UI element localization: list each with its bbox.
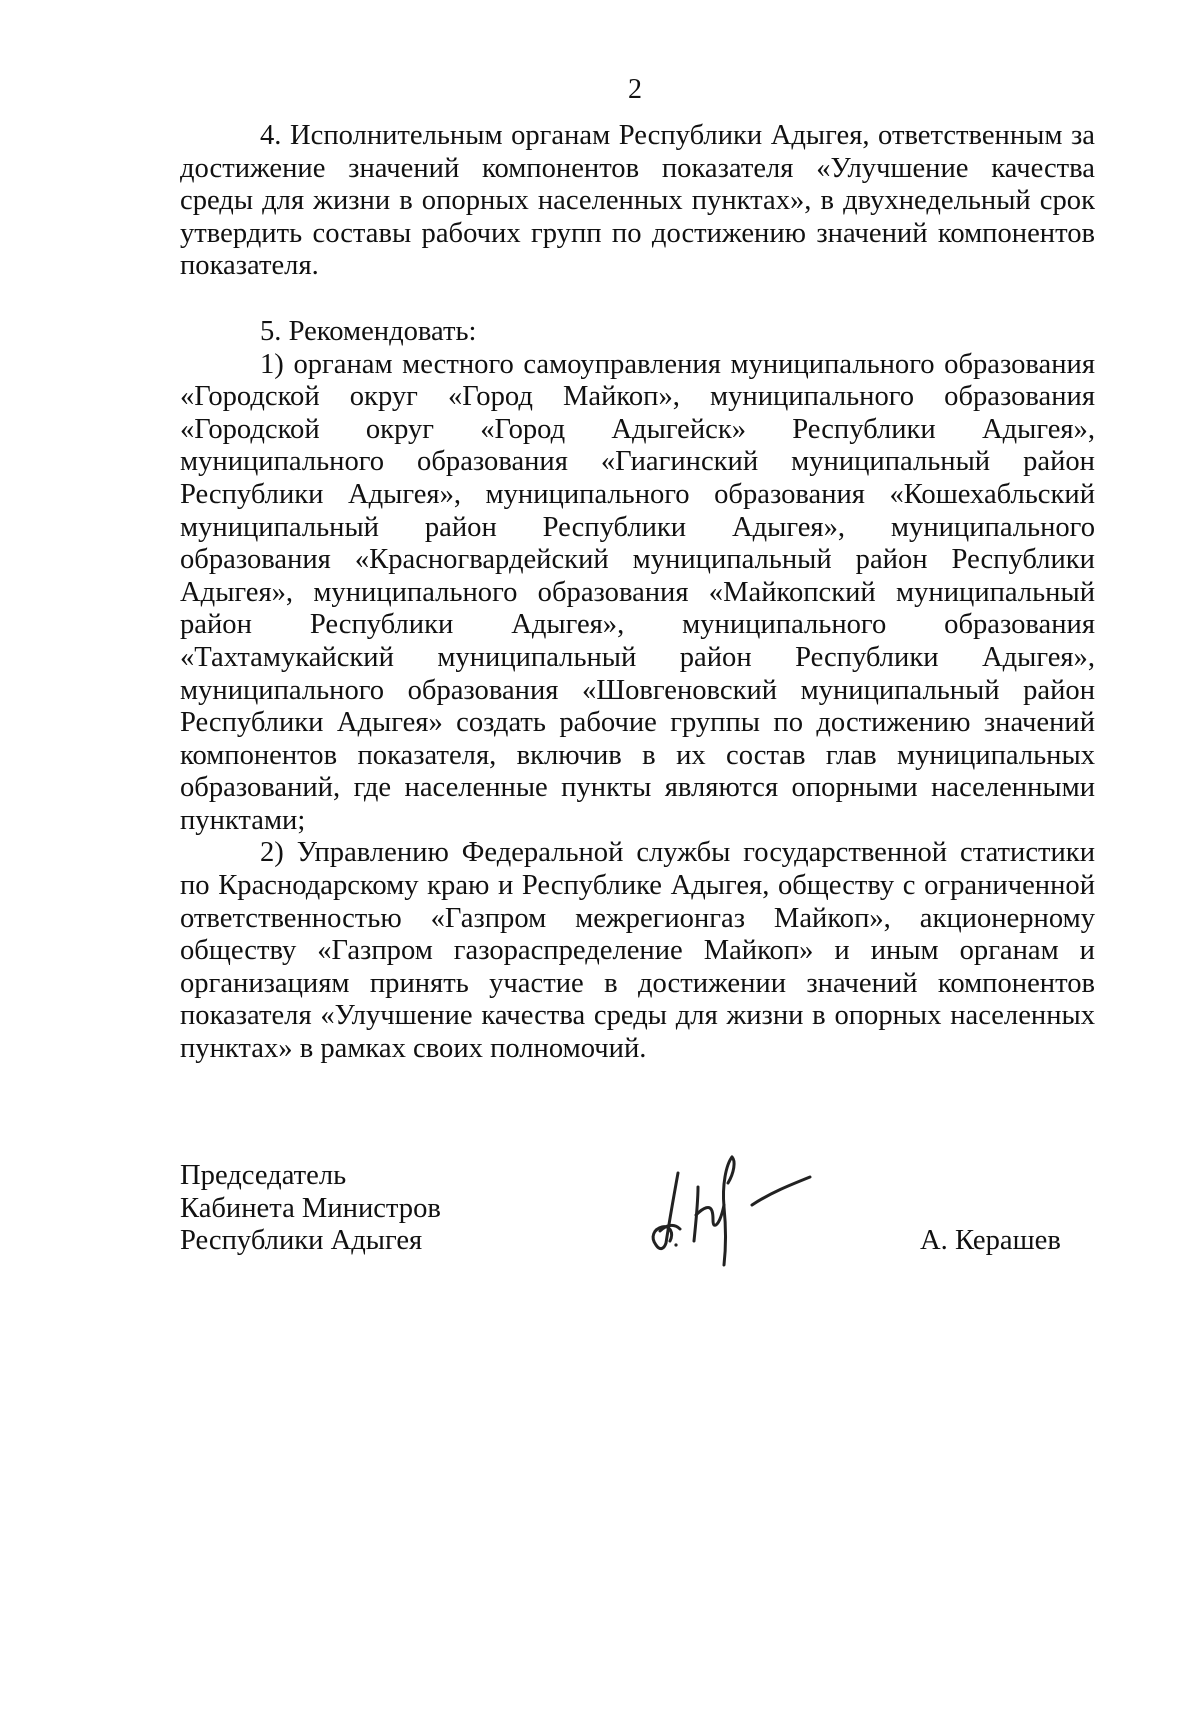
signer-name: А. Керашев bbox=[920, 1225, 1061, 1256]
paragraph-gap bbox=[180, 283, 1095, 316]
signatory-title-line-1: Председатель bbox=[180, 1160, 347, 1191]
page-number: 2 bbox=[628, 74, 642, 105]
paragraph-5-heading: 5. Рекомендовать: bbox=[260, 315, 477, 347]
handwritten-signature-icon bbox=[640, 1145, 830, 1270]
signatory-title bbox=[180, 1160, 441, 1258]
paragraph-4: 4. Исполнительным органам Республики Адыгея, ответственным за достижение значений компонентов показателя «Улучшение качества среды для жизни в опорных населенных пунктах», в двухнедельный срок утвердить составы рабочих групп по достижению значений компонентов показателя. bbox=[180, 120, 1095, 282]
paragraph-5-item-2: 2) Управлению Федеральной службы государственной статистики по Краснодарскому краю и Республике Адыгея, обществу с ограниченной ответственностью «Газпром межрегионгаз Майкоп», акционерному обществу «Газпром газораспределение Майкоп» и иным органам и организациям принять участие в достижении значений компонентов показателя «Улучшение качества среды для жизни в опорных населенных пунктах» в рамках своих полномочий. bbox=[180, 837, 1095, 1065]
paragraph-5-item-1: 1) органам местного самоуправления муниципального образования «Городской округ «Город Майкоп», муниципального образования «Городской округ «Город Адыгейск» Республики Адыгея», муниципального образования «Гиагинский муниципальный район Республики Адыгея», муниципального образования «Кошехабльский муниципальный район Республики Адыгея», муниципального образования «Красногвардейский муниципальный район Республики Адыгея», муниципального образования «Майкопский муниципальный район Республики Адыгея», муниципального образования «Тахтамукайский муниципальный район Республики Адыгея», муниципального образования «Шовгеновский муниципальный район Республики Адыгея» создать рабочие группы по достижению значений компонентов показателя, включив в их состав глав муниципальных образований, где населенные пункты являются опорными населенными пунктами; bbox=[180, 348, 1095, 836]
signatory-title-line-2: Кабинета Министров bbox=[180, 1192, 441, 1224]
signatory-title-line-3: Республики Адыгея bbox=[180, 1225, 423, 1257]
document-body bbox=[180, 120, 1095, 1066]
